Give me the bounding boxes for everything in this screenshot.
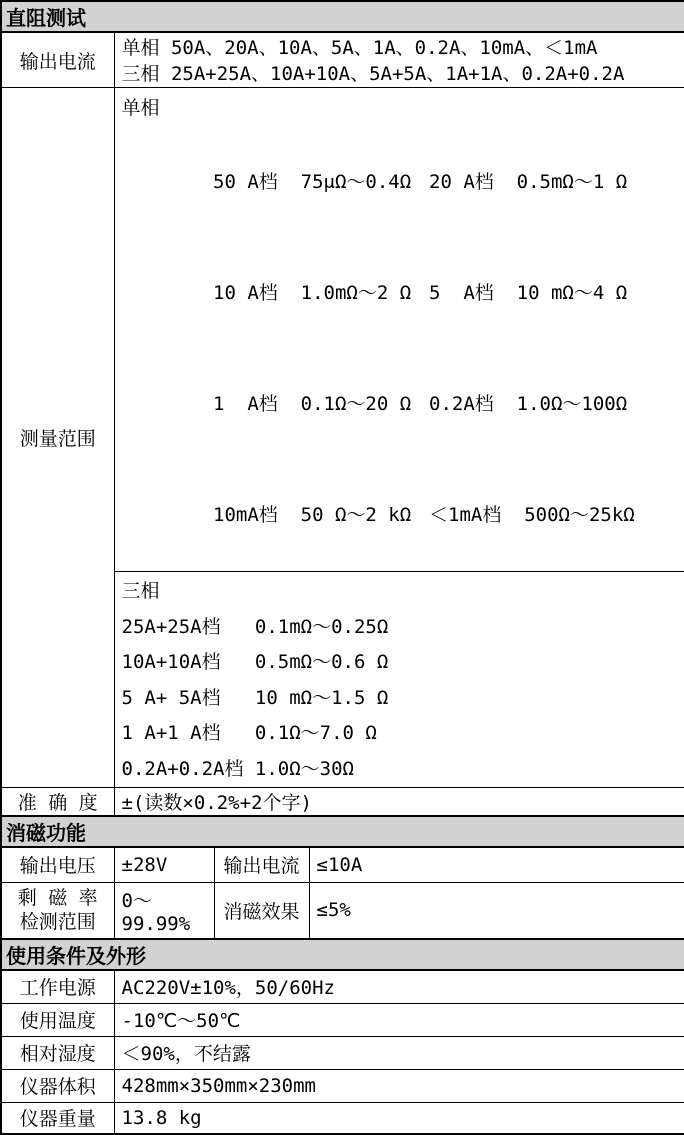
single-phase-title: 单相 (122, 90, 684, 127)
range-entry: 0.2A档 1.0Ω～100Ω (429, 393, 627, 415)
section-header-demag: 消磁功能 (1, 816, 684, 847)
measure-range-label: 测量范围 (1, 88, 114, 788)
range-entry: 10 A档 1.0mΩ～2 Ω (213, 275, 429, 312)
output-current-label: 输出电流 (1, 32, 114, 88)
dimensions-value: 428mm×350mm×230mm (114, 1069, 684, 1102)
temperature-label: 使用温度 (1, 1003, 114, 1036)
three-phase-block (114, 572, 684, 788)
range-line: 0.2A+0.2A档 1.0Ω～30Ω (122, 752, 684, 788)
demag-effect-label: 消磁效果 (214, 882, 309, 939)
dimensions-label: 仪器体积 (1, 1069, 114, 1102)
output-voltage-label: 输出电压 (1, 847, 114, 882)
demag-output-current-value: ≤10A (309, 847, 684, 882)
range-entry: 1 A档 0.1Ω～20 Ω (213, 386, 429, 423)
section-header-dc-test: 直阻测试 (1, 1, 684, 32)
residual-rate-label (1, 882, 114, 939)
power-supply-label: 工作电源 (1, 970, 114, 1003)
humidity-label: 相对湿度 (1, 1036, 114, 1069)
range-line: 25A+25A档 0.1mΩ～0.25Ω (122, 610, 684, 646)
range-entry: 20 A档 0.5mΩ～1 Ω (429, 171, 627, 193)
output-voltage-value: ±28V (114, 847, 214, 882)
power-supply-value: AC220V±10%，50/60Hz (114, 970, 684, 1003)
temperature-value: -10℃～50℃ (114, 1003, 684, 1036)
range-entry: 50 A档 75μΩ～0.4Ω (213, 164, 429, 201)
single-phase-block (114, 88, 684, 572)
accuracy-value: ±(读数×0.2%+2个字) (114, 788, 684, 817)
three-phase-title: 三相 (122, 574, 684, 610)
range-entry: 5 A档 10 mΩ～4 Ω (429, 282, 627, 304)
range-row (122, 127, 684, 238)
output-current-line-single: 单相 50A、20A、10A、5A、1A、0.2A、10mA、＜1mA (122, 35, 684, 61)
range-line: 1 A+1 A档 0.1Ω～7.0 Ω (122, 716, 684, 752)
range-row (122, 460, 684, 571)
humidity-value: ＜90%，不结露 (114, 1036, 684, 1069)
accuracy-label: 准 确 度 (1, 788, 114, 817)
output-current-value (114, 32, 684, 88)
residual-rate-value: 0～99.99% (114, 882, 214, 939)
demag-output-current-label: 输出电流 (214, 847, 309, 882)
weight-label: 仪器重量 (1, 1102, 114, 1134)
demag-effect-value: ≤5% (309, 882, 684, 939)
output-current-line-three: 三相 25A+25A、10A+10A、5A+5A、1A+1A、0.2A+0.2A (122, 61, 684, 87)
range-line: 5 A+ 5A档 10 mΩ～1.5 Ω (122, 681, 684, 717)
range-entry: ＜1mA档 500Ω～25kΩ (429, 504, 635, 526)
section-header-conditions: 使用条件及外形 (1, 939, 684, 970)
residual-rate-label-line2: 检测范围 (2, 910, 114, 934)
range-row (122, 238, 684, 349)
residual-rate-label-line1: 剩 磁 率 (2, 886, 114, 910)
range-line: 10A+10A档 0.5mΩ～0.6 Ω (122, 645, 684, 681)
weight-value: 13.8 kg (114, 1102, 684, 1134)
range-entry: 10mA档 50 Ω～2 kΩ (213, 497, 429, 534)
range-row (122, 349, 684, 460)
